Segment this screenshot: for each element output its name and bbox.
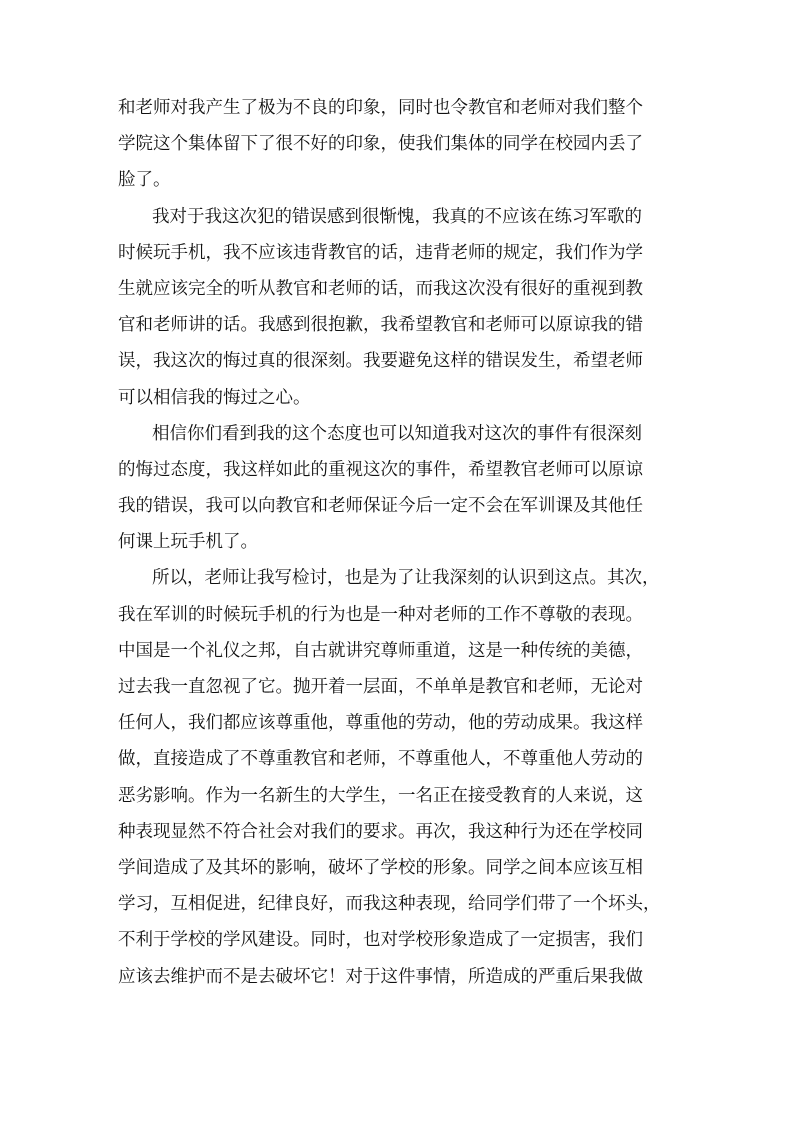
text-line: 应该去维护而不是去破坏它！对于这件事情，所造成的严重后果我做 xyxy=(118,966,643,987)
paragraph-4 xyxy=(118,560,682,994)
paragraph-2 xyxy=(118,199,682,416)
text-line: 脸了。 xyxy=(118,170,171,191)
text-line: 官和老师讲的话。我感到很抱歉，我希望教官和老师可以原谅我的错 xyxy=(118,315,643,336)
text-line: 我在军训的时候玩手机的行为也是一种对老师的工作不尊敬的表现。 xyxy=(118,604,643,625)
text-line: 学习，互相促进，纪律良好，而我这种表现，给同学们带了一个坏头， xyxy=(118,894,661,915)
text-line: 我的错误，我可以向教官和老师保证今后一定不会在军训课及其他任 xyxy=(118,496,643,517)
text-line: 学院这个集体留下了很不好的印象，使我们集体的同学在校园内丢了 xyxy=(118,134,643,155)
document-page xyxy=(118,90,682,995)
paragraph-1 xyxy=(118,90,682,199)
text-line: 任何人，我们都应该尊重他，尊重他的劳动，他的劳动成果。我这样 xyxy=(118,713,643,734)
text-line: 的悔过态度，我这样如此的重视这次的事件，希望教官老师可以原谅 xyxy=(118,459,643,480)
text-line: 不利于学校的学风建设。同时，也对学校形象造成了一定损害，我们 xyxy=(118,930,643,951)
text-line: 做，直接造成了不尊重教官和老师，不尊重他人，不尊重他人劳动的 xyxy=(118,749,643,770)
text-line: 时候玩手机，我不应该违背教官的话，违背老师的规定，我们作为学 xyxy=(118,242,643,263)
text-line: 和老师对我产生了极为不良的印象，同时也令教官和老师对我们整个 xyxy=(118,98,643,118)
text-line: 生就应该完全的听从教官和老师的话，而我这次没有很好的重视到教 xyxy=(118,278,643,299)
text-line: 误，我这次的悔过真的很深刻。我要避免这样的错误发生，希望老师 xyxy=(118,351,643,372)
text-line: 恶劣影响。作为一名新生的大学生，一名正在接受教育的人来说，这 xyxy=(118,785,643,806)
paragraph-3 xyxy=(118,416,682,561)
text-line: 过去我一直忽视了它。抛开着一层面，不单单是教官和老师，无论对 xyxy=(118,677,643,697)
text-line: 相信你们看到我的这个态度也可以知道我对这次的事件有很深刻 xyxy=(152,423,642,444)
text-line: 学间造成了及其坏的影响，破坏了学校的形象。同学之间本应该互相 xyxy=(118,857,643,878)
text-line: 可以相信我的悔过之心。 xyxy=(118,387,311,408)
text-line: 中国是一个礼仪之邦，自古就讲究尊师重道，这是一种传统的美德， xyxy=(118,640,643,661)
text-line: 种表现显然不符合社会对我们的要求。再次，我这种行为还在学校同 xyxy=(118,821,643,842)
text-line: 所以，老师让我写检讨，也是为了让我深刻的认识到这点。其次， xyxy=(152,568,660,589)
text-line: 我对于我这次犯的错误感到很惭愧，我真的不应该在练习军歌的 xyxy=(152,206,642,227)
text-line: 何课上玩手机了。 xyxy=(118,532,258,553)
